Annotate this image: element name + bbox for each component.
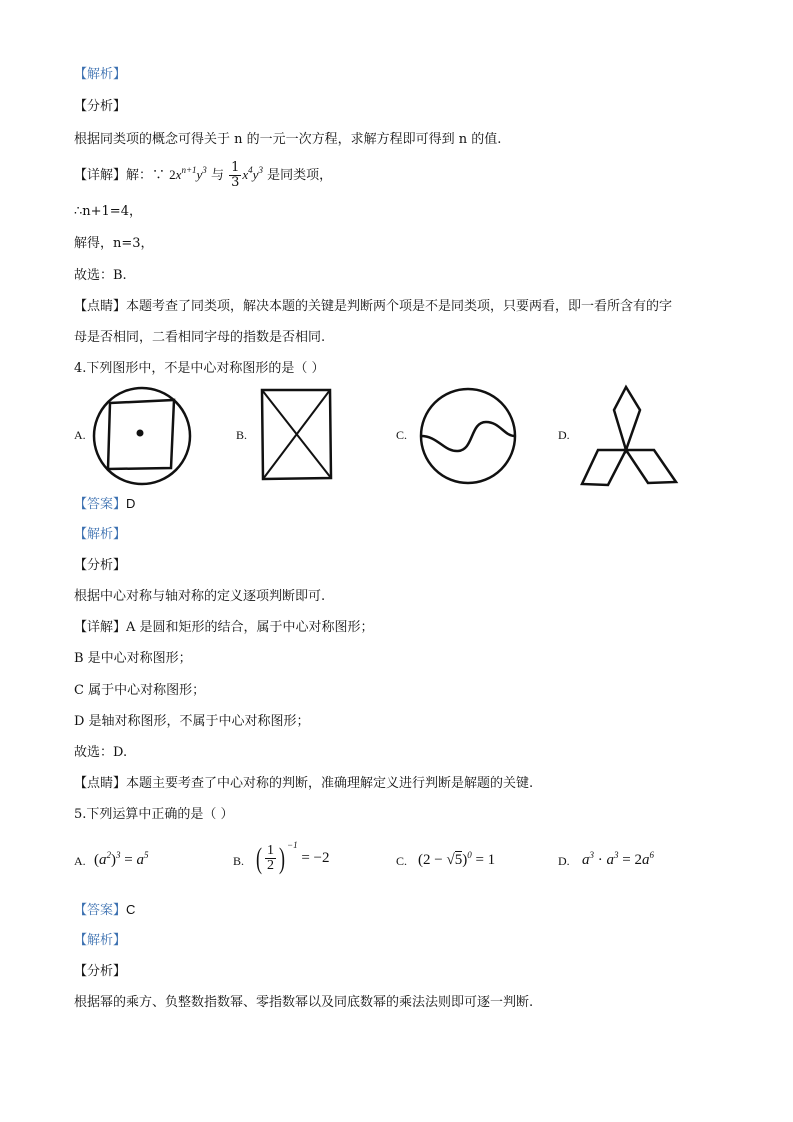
q5-option-b-label: B. [233, 854, 245, 868]
q5-option-b-expr: ( $\frac{1}{2}$ ) $^{-1}$ = −2 [256, 840, 330, 875]
q4-detail-2: B 是中心对称图形； [74, 651, 192, 666]
answer-value: C [126, 902, 136, 917]
q4-detail-1: 【详解】A 是圆和矩形的结合，属于中心对称图形； [74, 620, 374, 635]
fraction-one-third: $\frac{1}{3}$ [231, 160, 240, 190]
term-1: $2x^{n+1}y^3$ [169, 165, 207, 182]
solution-prefix: 【详解】解：∵ [74, 168, 166, 183]
q5-analysis-label: 【解析】 [74, 933, 127, 948]
q4-option-b-label: B. [236, 428, 248, 442]
q4-detail-3: C 属于中心对称图形； [74, 683, 206, 698]
equation-line: ∴n+1=4， [74, 204, 142, 219]
q4-option-a-label: A. [74, 428, 86, 442]
comment-line-1: 【点睛】本题考查了同类项，解决本题的关键是判断两个项是不是同类项，只要两看，即一看所含有的字 [74, 299, 673, 314]
solve-line: 解得，n=3， [74, 236, 154, 251]
solution-suffix: 是同类项， [267, 168, 333, 183]
q4-comment: 【点睛】本题主要考查了中心对称的判断，准确理解定义进行判断是解题的关键. [74, 776, 534, 791]
q5-answer [74, 902, 135, 919]
q5-option-d-expr: $a^3 \cdot a^3 = 2a^6$ [582, 850, 654, 868]
q4-figure-b [258, 386, 338, 484]
q5-option-a-label: A. [74, 854, 86, 868]
q4-option-d-label: D. [558, 428, 570, 442]
q4-fenxi-label: 【分析】 [74, 558, 127, 573]
answer-label: 【答案】 [74, 903, 127, 918]
q4-detail-4: D 是轴对称图形，不属于中心对称图形； [74, 714, 310, 729]
q5-option-d-label: D. [558, 854, 570, 868]
term-2: $x^4y^3$ [242, 165, 263, 182]
question-4: 4.下列图形中，不是中心对称图形的是（ ） [74, 361, 325, 376]
analysis-text: 根据同类项的概念可得关于 n 的一元一次方程，求解方程即可得到 n 的值. [74, 132, 502, 147]
q5-option-c-expr: $(2 - √5)^0 = 1$ [418, 850, 496, 868]
q5-fenxi-label: 【分析】 [74, 964, 127, 979]
q5-option-c-label: C. [396, 854, 408, 868]
q4-figure-a [92, 386, 194, 488]
answer-value: D [126, 496, 136, 511]
q4-analysis-text: 根据中心对称与轴对称的定义逐项判断即可. [74, 589, 326, 604]
q4-analysis-label: 【解析】 [74, 527, 127, 542]
choice-line: 故选：B. [74, 268, 127, 283]
section-fenxi-label: 【分析】 [74, 99, 127, 114]
answer-label: 【答案】 [74, 497, 127, 512]
q5-option-a-expr: $(a^2)^3 = a^5$ [94, 850, 149, 868]
q4-figure-c [418, 386, 520, 488]
section-analysis-label: 【解析】 [74, 67, 127, 82]
q4-option-c-label: C. [396, 428, 408, 442]
q4-figure-d [578, 384, 682, 490]
comment-line-2: 母是否相同，二看相同字母的指数是否相同. [74, 330, 326, 345]
question-5: 5.下列运算中正确的是（ ） [74, 807, 234, 822]
q4-answer [74, 496, 135, 513]
solution-line [74, 160, 332, 191]
and-word: 与 [210, 168, 224, 183]
q4-choice: 故选：D. [74, 745, 128, 760]
q5-analysis-text: 根据幂的乘方、负整数指数幂、零指数幂以及同底数幂的乘法法则即可逐一判断. [74, 995, 534, 1010]
